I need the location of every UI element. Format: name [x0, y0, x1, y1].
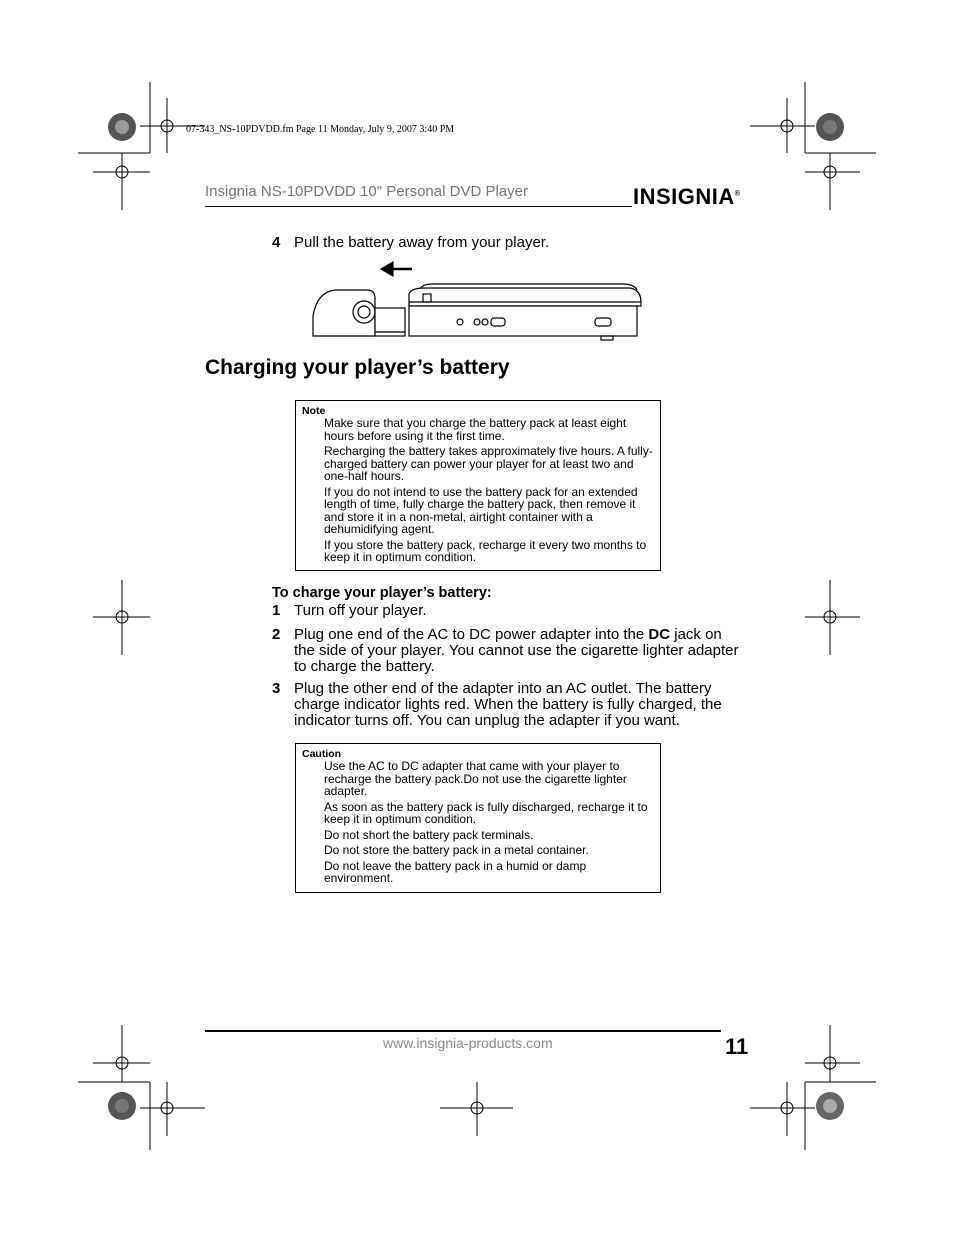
step-text: Pull the battery away from your player. — [294, 234, 550, 251]
step-4 — [272, 235, 742, 253]
note-label: Note — [302, 405, 326, 417]
caution-box — [295, 743, 661, 893]
caution-item: Do not short the battery pack terminals. — [324, 827, 534, 842]
procedure-title: To charge your player’s battery: — [272, 585, 492, 601]
footer-rule — [205, 1030, 721, 1032]
footer-url: www.insignia-products.com — [383, 1035, 553, 1051]
note-item: If you do not intend to use the battery pack for an extended length of time, fully charge the battery pack, then remove it and store it in a non-metal, airtight container with a dehumidifying agent. — [324, 484, 638, 536]
step-text: Turn off your player. — [294, 602, 427, 619]
page-number: 11 — [725, 1034, 749, 1059]
header-rule — [205, 206, 632, 207]
caution-item: As soon as the battery pack is fully discharged, recharge it to keep it in optimum condition. — [324, 799, 648, 826]
step-2 — [272, 627, 742, 677]
note-box — [295, 400, 661, 571]
caution-item: Use the AC to DC adapter that came with your player to recharge the battery pack.Do not use the cigarette lighter adapter. — [324, 759, 627, 798]
section-heading: Charging your player’s battery — [205, 356, 510, 379]
battery-removal-illustration — [305, 258, 650, 343]
step-number: 1 — [272, 602, 281, 619]
step-number: 3 — [272, 680, 281, 697]
caution-label: Caution — [302, 748, 342, 760]
caution-item: Do not store the battery pack in a metal container. — [324, 843, 589, 857]
step-text: Plug the other end of the adapter into an AC outlet. The battery charge indicator lights red. When the battery is fully charged, the indicator turns off. You can unplug the adapter if you want. — [294, 680, 722, 729]
note-item: Make sure that you charge the battery pack at least eight hours before using it the first time. — [324, 416, 627, 443]
caution-list — [324, 760, 654, 888]
step-text: Plug one end of the AC to DC power adapter into the DC jack on the side of your player. You cannot use the cigarette lighter adapter to charge the battery. — [294, 626, 739, 675]
step-number: 2 — [272, 626, 281, 643]
dc-label: DC — [648, 626, 671, 643]
insignia-logo: INSIGNIA® — [633, 184, 741, 209]
note-item: Recharging the battery takes approximately five hours. A fully-charged battery can power your player for at least two and one-half hours. — [324, 444, 653, 483]
step-1 — [272, 603, 742, 621]
note-item: If you store the battery pack, recharge it every two months to keep it in optimum condition. — [324, 537, 647, 564]
step-3 — [272, 681, 742, 731]
step-number: 4 — [272, 234, 281, 251]
print-slug: 07-343_NS-10PDVDD.fm Page 11 Monday, July 9, 2007 3:40 PM — [186, 124, 455, 135]
caution-item: Do not leave the battery pack in a humid or damp environment. — [324, 858, 587, 885]
header-title: Insignia NS-10PDVDD 10" Personal DVD Player — [205, 183, 528, 200]
note-list — [324, 417, 654, 567]
